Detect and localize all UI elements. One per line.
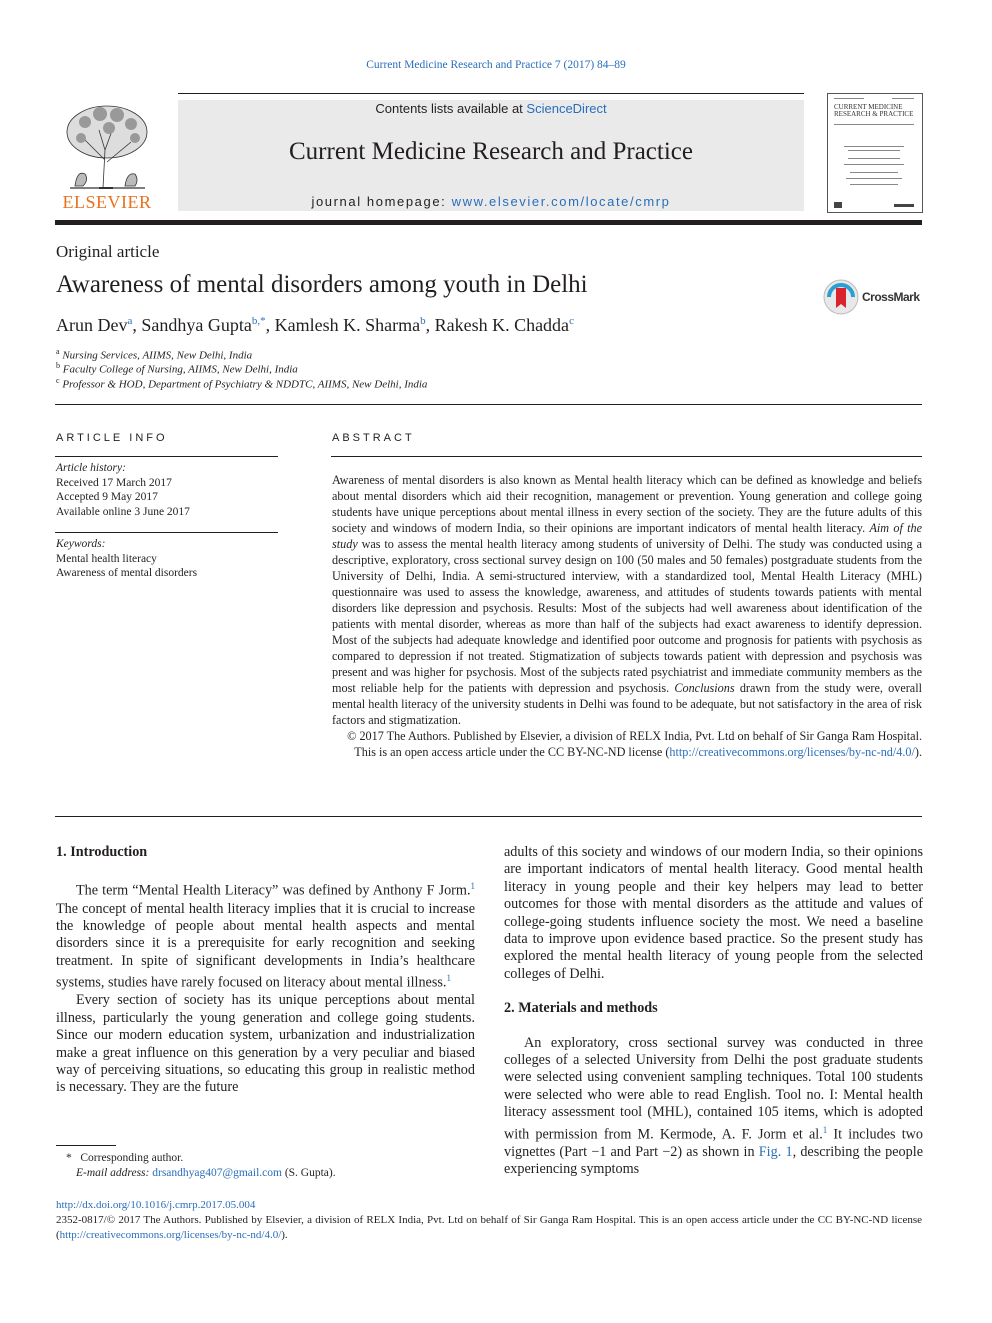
reference-link[interactable]: 1 [822,1124,828,1135]
reference-link[interactable]: 1 [446,973,451,984]
cover-title [834,104,914,118]
author-affil-sup[interactable]: b,* [251,315,266,327]
affiliation-text: Professor & HOD, Department of Psychiatry & NDDTC, AIIMS, New Delhi, India [62,378,428,391]
crossmark-label[interactable]: CrossMark [862,290,920,304]
crossmark-icon[interactable] [823,279,859,315]
publisher-name: ELSEVIER [62,192,152,212]
sciencedirect-link[interactable]: ScienceDirect [526,101,607,116]
intro-paragraph: Every section of society has its unique perceptions about mental illness, particularly the young generation and college going students. Since our modern education system, urbanization and industrialization make a great influence on this generation by a very peculiar and biased way of perceiving situations, so educating this group in realistic method is necessary. They are the future [56,992,475,1096]
history-accepted: Accepted 9 May 2017 [56,491,158,503]
journal-citation[interactable]: Current Medicine Research and Practice 7 (2017) 84–89 [366,59,626,71]
author[interactable] [275,315,426,335]
author-name: Rakesh K. Chadda [434,315,570,335]
methods-text: , describing the people experiencing symptoms [504,1143,923,1178]
abstract-heading: ABSTRACT [332,432,415,444]
author-affil-sup[interactable]: a [127,315,133,327]
homepage-line [178,194,804,209]
methods-text: It includes two vignettes (Part −1 and Part −2) as shown in [504,1126,923,1160]
affiliation-sup: a [56,347,60,356]
email-link[interactable]: drsandhyag407@gmail.com [152,1166,282,1179]
intro-text: The term “Mental Health Literacy” was defined by Anthony F Jorm. [76,883,471,900]
article-type: Original article [56,242,160,261]
email-suffix: (S. Gupta). [281,1166,336,1179]
article-info-heading: ARTICLE INFO [56,432,168,444]
keywords [56,537,276,581]
right-column [504,844,923,1179]
author-name: Sandhya Gupta [141,315,252,335]
affiliation-text: Faculty College of Nursing, AIIMS, New Delhi, India [62,363,298,376]
author-separator: , [265,315,275,335]
author-name: Kamlesh K. Sharma [274,315,421,335]
abstract-conclusions-label: Conclusions [674,681,735,695]
section-heading-introduction: 1. Introduction [56,844,148,860]
reference-link[interactable]: 1 [470,881,475,892]
journal-cover-thumbnail[interactable] [827,93,923,213]
article-info-rule [55,456,278,457]
footer-license-link[interactable]: http://creativecommons.org/licenses/by-nc-nd/4.0/ [59,1229,282,1241]
footer [56,1198,922,1243]
email-label: E-mail address: [76,1166,150,1179]
abstract-part: drawn from the study were, overall mental health literacy of the university students in Delhi was found to be adequate, but not satisfactory in the area of risk factors and stigmatization. [332,681,922,727]
keywords-label: Keywords: [56,538,106,550]
journal-title: Current Medicine Research and Practice [289,138,693,165]
footer-license-text: 2352-0817/© 2017 The Authors. Published by Elsevier, a division of RELX India, Pvt. Ltd on behalf of Sir Ganga Ram Hospital. This is an open access article under the CC BY-NC-ND license ( [56,1214,922,1241]
abstract-divider [55,816,922,817]
keyword[interactable]: Awareness of mental disorders [56,567,198,579]
footer-license-end: ). [281,1229,288,1241]
homepage-prefix: journal homepage: [311,194,447,209]
history-label: Article history: [56,462,126,474]
footnote-marker: * [66,1152,72,1164]
header-divider [55,404,922,405]
author-affil-sup[interactable]: b [420,315,426,327]
author-affil-sup[interactable]: c [569,315,574,327]
license-end: ). [914,745,922,759]
abstract-text [332,472,922,760]
author[interactable] [56,315,132,335]
footnote [56,1151,476,1180]
footnote-rule [56,1145,116,1146]
abstract-license-text: © 2017 The Authors. Published by Elsevier, a division of RELX India, Pvt. Ltd on behalf of Sir Ganga Ram Hospital. This is an open access article under the CC BY-NC-ND license ( [347,729,922,759]
masthead-top-rule [178,93,804,94]
keywords-rule [55,532,278,533]
corresponding-author: Corresponding author. [80,1152,184,1164]
left-column [56,844,475,1097]
affiliation-text: Nursing Services, AIIMS, New Delhi, India [62,349,253,362]
affiliation [56,376,427,391]
homepage-link[interactable]: www.elsevier.com/locate/cmrp [451,194,671,209]
author-separator: , [132,315,142,335]
author-separator: , [425,315,435,335]
header-thick-rule [55,220,922,225]
abstract-aim-label: Aim of the study [332,521,922,551]
abstract-part: Awareness of mental disorders is also known as Mental health literacy which can be defined as knowledge and beliefs about mental disorders which aid their recognition, management or prevention. Young generation and college going students have unique perceptions about mental illness in every section of the society. They are the future adults of this society and windows of modern India, so their opinions are important indicators of mental health literacy. [332,473,922,535]
cover-title-line2: RESEARCH & PRACTICE [834,110,914,118]
author[interactable] [435,315,574,335]
abstract-rule [331,456,922,457]
cover-title-line1: CURRENT MEDICINE [834,103,903,111]
affiliation-sup: b [56,361,60,370]
section-heading-methods: 2. Materials and methods [504,1000,658,1017]
affiliation-sup: c [56,376,60,385]
figure-link[interactable]: Fig. 1 [758,1143,793,1160]
history-online: Available online 3 June 2017 [56,505,190,518]
license-link[interactable]: http://creativecommons.org/licenses/by-nc-nd/4.0/ [669,745,915,759]
affiliation [56,361,298,376]
affiliation [56,347,252,362]
intro-text: The concept of mental health literacy implies that it is crucial to increase the knowledge of people about mental health aspects and mental disorders since it is a prerequisite for early recognition and seeking treatment. In spite of significant developments in India’s healthcare systems, studies have rarely focused on literacy about mental illness. [56,900,475,991]
contents-line [178,101,804,116]
elsevier-tree-logo [55,100,159,192]
history-received: Received 17 March 2017 [56,476,172,489]
article-title: Awareness of mental disorders among youth in Delhi [56,271,588,298]
author-name: Arun Dev [56,315,128,335]
article-history [56,461,276,519]
contents-prefix: Contents lists available at [375,101,523,116]
keyword[interactable]: Mental health literacy [56,552,157,565]
abstract-part: was to assess the mental health literacy among students of university of Delhi. The study was conducted using a descriptive, exploratory, cross sectional survey design on 100 (50 males and 50 females) postgraduate students from the University of Delhi, India. A semi-structured interview, with a standardized tool, Mental Health Literacy (MHL) questionnaire was used to assess the knowledge, awareness, and attitudes of students towards patients with mental disorders like depression and psychosis. Results: Most of the subjects had well awareness about identification of the patients with mental disorder, whereas as more than half of the subjects had exact awareness to identify depression. Most of the subjects had adequate knowledge and identified poor outcome and prognosis for patients with psychosis as compared to depression if not treated. Stigmatization of subjects towards patient with depression and psychosis was present and was higher for psychosis. Most of the subjects rated psychiatrist and immediate community members as the most reliable help for the patients with depression and psychosis. [332,537,922,695]
author-list [56,315,574,336]
author[interactable] [141,315,265,335]
intro-paragraph: adults of this society and windows of our modern India, so their opinions are important indicators of mental health literacy. Good mental health literacy in young people and their key helpers may lead to better outcomes for those with mental disorders as the attitude and values of college-going students influence society the most. We need a baseline data to improve upon evidence based practice. So the present study has explored the mental health literacy of young people from the selected colleges of Delhi. [504,844,923,982]
doi-link[interactable]: http://dx.doi.org/10.1016/j.cmrp.2017.05.004 [56,1199,256,1211]
methods-text: An exploratory, cross sectional survey was conducted in three colleges of a selected University from Delhi the post graduate students were selected using convenient sampling techniques. Total 100 students were selected who were able to read English. Tool no. I: Mental health literacy assessment tool (MHL), contained 105 items, which is adopted with permission from M. Kermode, A. F. Jorm et al. [504,1034,923,1143]
